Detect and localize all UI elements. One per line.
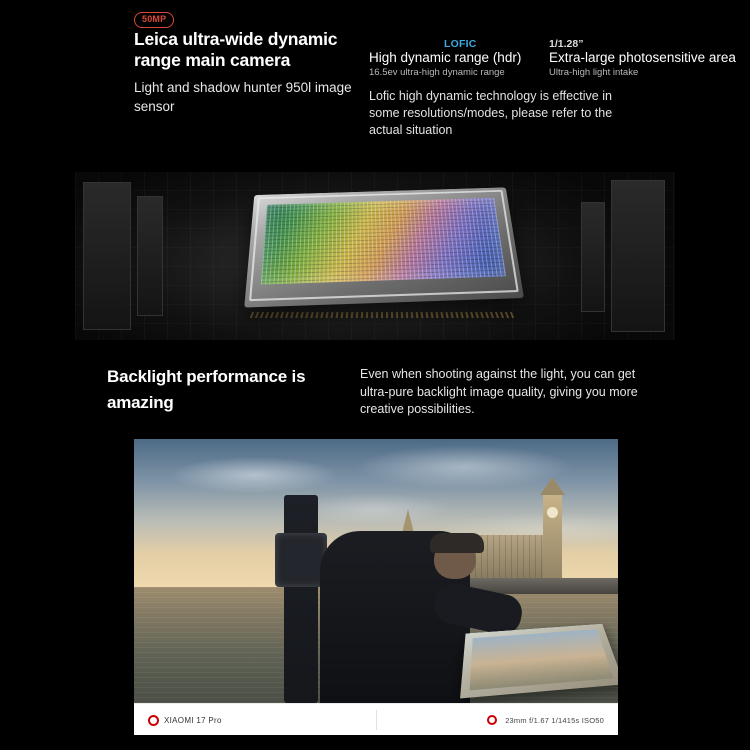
sensor-contact-pins [250, 312, 514, 318]
image-sensor [244, 187, 524, 307]
sample-photo [134, 439, 618, 703]
sensor-photo [75, 172, 675, 340]
photo-brand-group [148, 715, 222, 726]
sensor-area-subtitle: Ultra-high light intake [549, 67, 639, 78]
sensor-area-title: Extra-large photosensitive area [549, 50, 736, 65]
board-component-left [83, 182, 131, 330]
backlight-title: Backlight performance is amazing [107, 367, 306, 412]
info-bar-divider [376, 710, 377, 730]
page-subtitle: Light and shadow hunter 950l image sensor [134, 80, 352, 114]
spec-section [0, 0, 750, 175]
lofic-label: LOFIC [444, 38, 477, 50]
megapixel-badge: 50MP [134, 12, 174, 28]
page-title: Leica ultra-wide dynamic range main camera [134, 29, 338, 70]
board-component-left-2 [137, 196, 163, 316]
sensor-size-label: 1/1.28” [549, 38, 584, 50]
photo-exif-group [487, 715, 604, 725]
photo-info-bar [134, 703, 618, 735]
backlight-body: Even when shooting against the light, you can get ultra-pure backlight image quality, giving you more creative possibilities. [360, 367, 638, 416]
painter-cap [430, 533, 484, 553]
big-ben-tower [543, 493, 562, 589]
lofic-disclaimer: Lofic high dynamic technology is effective in some resolutions/modes, please refer to the actual situation [369, 89, 613, 137]
sensor-die [261, 198, 506, 285]
lamp-post [284, 495, 318, 703]
board-component-right-2 [581, 202, 605, 312]
leica-logo-icon [148, 715, 159, 726]
device-model-label: XIAOMI 17 Pro [164, 716, 222, 725]
leica-logo-small-icon [487, 715, 497, 725]
hdr-subtitle: 16.5ev ultra-high dynamic range [369, 67, 505, 78]
sample-photo-card [134, 439, 618, 735]
board-component-right [611, 180, 665, 332]
exif-label: 23mm f/1.67 1/1415s ISO50 [505, 715, 604, 725]
hdr-title: High dynamic range (hdr) [369, 50, 522, 65]
